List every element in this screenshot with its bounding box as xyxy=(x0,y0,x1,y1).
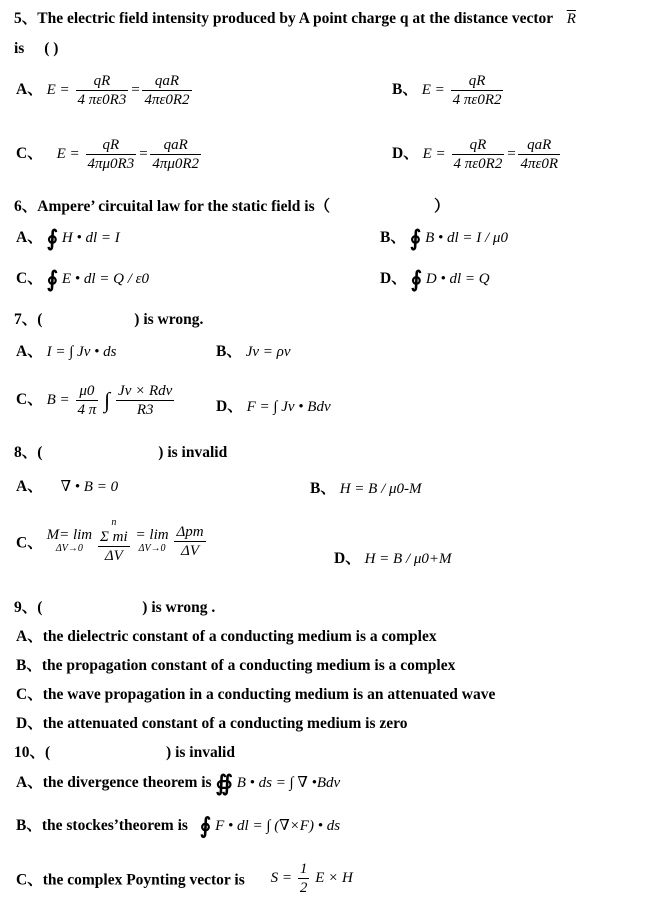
q9-option-d: D、the attenuated constant of a conducting medium is zero xyxy=(16,715,408,732)
q5-d-frac2: $\frac{\text{qaR}}{4\pi\varepsilon 0R}$ xyxy=(520,137,559,172)
q8-option-b: B、 H = B / μ0-M xyxy=(310,480,422,497)
q5-stem-var: $\overline{R}$ xyxy=(566,11,576,27)
q10-c-half: $\frac{1}{2}$ xyxy=(299,861,308,896)
closed-surface-integral-icon: ∯ xyxy=(215,770,233,796)
q5-option-b: B、 E = $\frac{qR}{4 \pi\varepsilon 0R2}$ xyxy=(392,73,502,108)
q8-option-a: A、 ∇ • B = 0 xyxy=(16,478,119,495)
q5-a-frac1: $\frac{qR}{4 \pi\varepsilon 0R3}$ xyxy=(77,73,127,108)
q7-stem: 7、( ) is wrong. xyxy=(14,311,204,328)
q9-option-a: A、the dielectric constant of a conducting medium is a complex xyxy=(16,628,437,645)
q6-stem: 6、Ampere’ circuital law for the static field is（ ） xyxy=(14,198,450,215)
q8-option-d: D、 H = B / μ0+M xyxy=(334,550,452,567)
q6-option-d: D、 ∮ D • dl = Q xyxy=(380,266,490,292)
q5-stem-line2: is ( ) xyxy=(14,40,59,57)
closed-integral-icon: ∮ xyxy=(199,813,212,839)
q5-option-a: A、 E = $\frac{qR}{4 \pi\varepsilon 0R3}$ = $\frac{\text{qaR}}{4\pi\varepsilon 0R2}$ xyxy=(16,73,190,108)
q8-c-lim2: = lim ΔV→0 xyxy=(135,526,169,554)
closed-integral-icon: ∮ xyxy=(409,225,422,251)
q5-c-frac2: $\frac{\text{qaR}}{4\pi\mu 0R2}$ xyxy=(152,137,200,172)
q8-c-lim1: M= lim ΔV→0 xyxy=(46,526,93,554)
q10-stem: 10、( ) is invalid xyxy=(14,744,235,761)
q7-option-d: D、 F = ∫ Jv • Bdv xyxy=(216,398,331,415)
q5-d-frac1: $\frac{qR}{4 \pi\varepsilon 0R2}$ xyxy=(453,137,503,172)
q7-c-coef: $\frac{\mu 0}{4 \pi}$ xyxy=(77,383,97,418)
q7-option-b: B、 Jv = ρv xyxy=(216,343,291,360)
q10-option-a: A、the divergence theorem is ∯ B • ds = ∫ ∇ •Bdv xyxy=(16,770,341,796)
q6-option-a: A、 ∮ H • dl = I xyxy=(16,225,120,251)
q10-option-b: B、the stockes’theorem is ∮ F • dl = ∫ (∇×F) • ds xyxy=(16,813,341,839)
q5-option-d: D、 E = $\frac{qR}{4 \pi\varepsilon 0R2}$ = $\frac{\text{qaR}}{4\pi\varepsilon 0R}$ xyxy=(392,137,559,172)
q6-option-c: C、 ∮ E • dl = Q / ε0 xyxy=(16,266,150,292)
q9-option-b: B、the propagation constant of a conducting medium is a complex xyxy=(16,657,456,674)
q8-c-frac1: n Σ mi ΔV xyxy=(100,517,128,564)
q7-option-c: C、 B = $\frac{\mu 0}{4 \pi}$ ∫ $\frac{\text{Jv × Rdv}}{R3}$ xyxy=(16,383,173,418)
q9-option-c: C、the wave propagation in a conducting medium is an attenuated wave xyxy=(16,686,496,703)
q7-c-frac: $\frac{\text{Jv × Rdv}}{R3}$ xyxy=(118,383,173,418)
q5-option-c: C、 E = $\frac{qR}{4\pi\mu 0R3}$ = $\frac{\text{qaR}}{4\pi\mu 0R2}$ xyxy=(16,137,200,172)
q5-a-frac2: $\frac{\text{qaR}}{4\pi\varepsilon 0R2}$ xyxy=(144,73,190,108)
q5-stem: 5、The electric field intensity produced by A point charge q at the distance vector $\overline{R}$ xyxy=(14,10,576,27)
q8-stem: 8、( ) is invalid xyxy=(14,444,228,461)
q8-option-c: C、 M= lim ΔV→0 n Σ mi ΔV = lim ΔV→0 $\frac{\text{Δpm}}{\Delta V}$ xyxy=(16,517,204,564)
q5-c-frac1: $\frac{qR}{4\pi\mu 0R3}$ xyxy=(87,137,135,172)
integral-icon: ∫ xyxy=(104,387,111,413)
q7-option-a: A、 I = ∫ Jv • ds xyxy=(16,343,117,360)
q5-b-frac: $\frac{qR}{4 \pi\varepsilon 0R2}$ xyxy=(452,73,502,108)
closed-integral-icon: ∮ xyxy=(410,266,423,292)
q9-stem: 9、( ) is wrong . xyxy=(14,599,216,616)
q10-option-c: C、the complex Poynting vector is S = $\frac{1}{2}$ E × H xyxy=(16,861,353,896)
q6-option-b: B、 ∮ B • dl = I / μ0 xyxy=(380,225,508,251)
closed-integral-icon: ∮ xyxy=(46,225,59,251)
closed-integral-icon: ∮ xyxy=(46,266,59,292)
q5-answer-blank: ( ) xyxy=(44,40,59,57)
q8-c-frac2: $\frac{\text{Δpm}}{\Delta V}$ xyxy=(176,524,204,559)
